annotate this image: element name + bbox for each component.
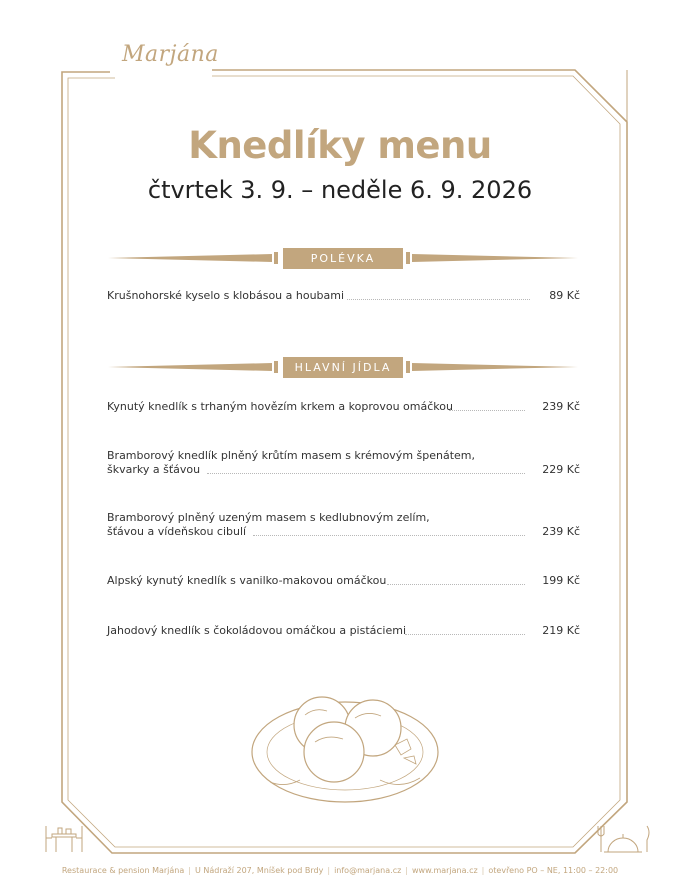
dumplings-plate-illustration: [252, 697, 438, 802]
menu-item-name-line1: Bramborový knedlík plněný krůtím masem s krémovým špenátem,: [107, 449, 476, 462]
menu-item-name: Kynutý knedlík s trhaným hovězím krkem a koprovou omáčkou: [107, 400, 453, 413]
leader-dots: [387, 584, 525, 585]
footer-company: Restaurace & pension Marjána: [61, 866, 185, 875]
section-label-hlavni-jidla: HLAVNÍ JÍDLA: [283, 357, 403, 378]
section-label-polevka: POLÉVKA: [283, 248, 403, 269]
menu-item: [107, 449, 580, 477]
cutlery-cloche-icon: [598, 826, 649, 852]
menu-item-price: 239 Kč: [542, 400, 580, 413]
menu-item: [107, 400, 580, 414]
menu-item-price: 229 Kč: [542, 463, 580, 476]
menu-item-name-line1: Bramborový plněný uzeným masem s kedlubnovým zelím,: [107, 511, 430, 524]
date-range: čtvrtek 3. 9. – neděle 6. 9. 2026: [147, 176, 533, 204]
menu-item-name: Alpský kynutý knedlík s vanilko-makovou omáčkou: [107, 574, 387, 587]
leader-dots: [253, 535, 525, 536]
menu-item-price: 219 Kč: [542, 624, 580, 637]
leader-dots: [449, 410, 525, 411]
footer-hours: otevřeno PO – NE, 11:00 – 22:00: [488, 866, 619, 875]
logo: Marjána: [122, 42, 219, 67]
menu-item: [107, 574, 580, 588]
leader-dots: [207, 473, 525, 474]
table-chairs-icon: [46, 826, 82, 852]
menu-item: [107, 289, 580, 303]
page-title: Knedlíky menu: [188, 124, 492, 167]
menu-item-name: Krušnohorské kyselo s klobásou a houbami: [107, 289, 345, 302]
menu-item: [107, 624, 580, 638]
menu-item-name-line2: šťávou a vídeňskou cibulí: [107, 525, 247, 538]
footer: Restaurace & pension Marjána | U Nádraží 207, Mníšek pod Brdy | info@marjana.cz | www.marjana.cz | otevřeno PO – NE, 11:00 – 22:00: [61, 866, 619, 875]
menu-item-name-line2: škvarky a šťávou: [107, 463, 201, 476]
menu-item-price: 239 Kč: [542, 525, 580, 538]
leader-dots: [347, 299, 530, 300]
menu-item-name: Jahodový knedlík s čokoládovou omáčkou a pistáciemi: [107, 624, 407, 637]
footer-web-link[interactable]: www.marjana.cz: [412, 866, 478, 875]
menu-item-price: 199 Kč: [542, 574, 580, 587]
menu-item: [107, 511, 580, 539]
footer-email-link[interactable]: info@marjana.cz: [334, 866, 402, 875]
footer-address: U Nádraží 207, Mníšek pod Brdy: [194, 866, 324, 875]
menu-item-price: 89 Kč: [549, 289, 580, 302]
leader-dots: [405, 634, 525, 635]
